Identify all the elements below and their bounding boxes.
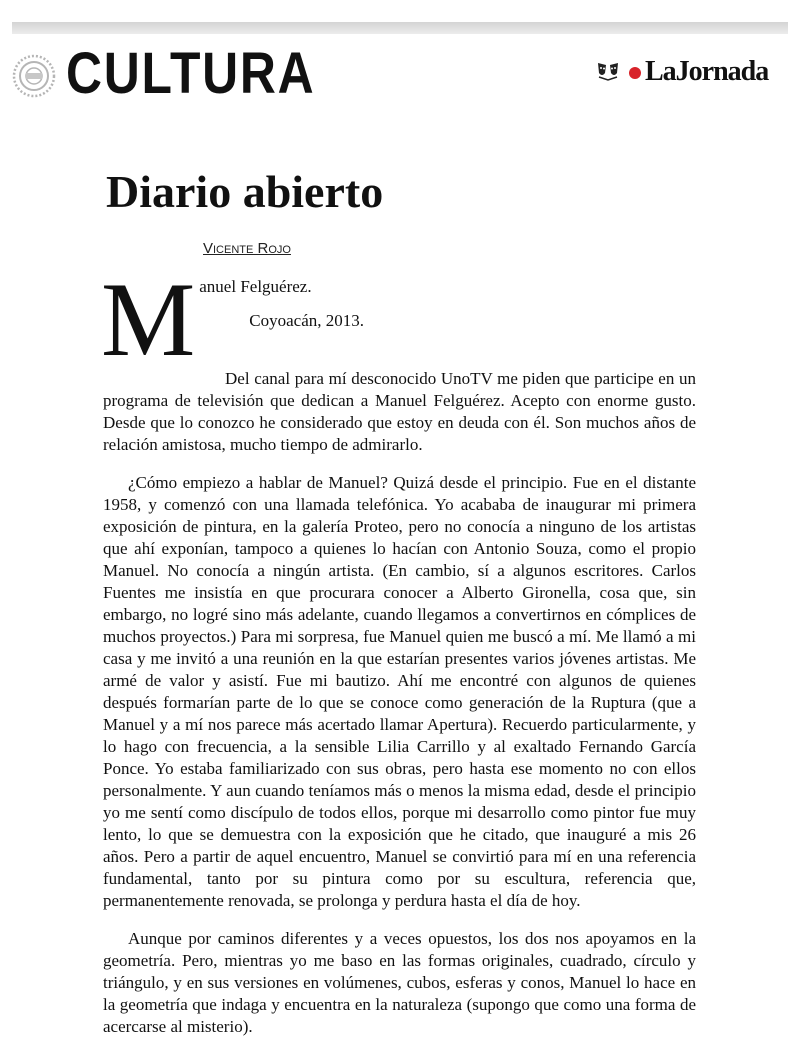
brand-accent-dot xyxy=(629,67,641,79)
article-body xyxy=(101,261,696,1038)
page-header xyxy=(0,36,800,116)
article-place-date: Coyoacán, 2013. xyxy=(249,311,364,330)
article-paragraph: Aunque por caminos diferentes y a veces opuestos, los dos nos apoyamos en la geometría. Pero, mientras yo me baso en las formas originales, cuadrado, círculo y triángulo, y en sus versiones en volúmenes, cubos, esferas y conos, Manuel lo hace en la geometría que indaga y encuentra en la naturaleza (supongo que como una forma de acercarse al misterio). xyxy=(103,929,696,1036)
top-bar xyxy=(12,22,788,34)
article-paragraph: ¿Cómo empiezo a hablar de Manuel? Quizá desde el principio. Fue en el distante 1958, y comenzó con una llamada telefónica. Yo acababa de inaugurar mi primera exposición de pintura, en la galería Proteo, pero no conocía a ninguno de los artistas que ahí exponían, tampoco a quienes lo hacían con Antonio Souza, como el propio Manuel. No conocía a ningún artista. (En cambio, sí a algunos escritores. Carlos Fuentes me insistía en que procurara conocer a Alberto Gironella, cosa que, sin embargo, no logré sino más adelante, cuando llegamos a convertirnos en cómplices de muchos proyectos.) Para mi sorpresa, fue Manuel quien me buscó a mí. Me llamó a mi casa y me invitó a una reunión en la que estarían presentes varios jóvenes artistas. Me armé de valor y asistí. Fue mi bautizo. Ahí me encontré con algunos de quienes después formarían parte de lo que se conoce como generación de la Ruptura (que a Manuel y a mí nos parece más acertado llamar Apertura). Recuerdo particularmente, y lo hago con frecuencia, a la sensible Lilia Carrillo y al exaltado Fernando García Ponce. Yo estaba familiarizado con sus obras, pero hasta ese momento no con ellos personalmente. Y aun cuando teníamos más o menos la misma edad, desde el principio yo me sentí como discípulo de todos ellos, porque mi desarrollo como pintor fue muy lento, lo que se demuestra con la exposición que he citado, que inauguré a mis 26 años. Pero a partir de aquel encuentro, Manuel se convirtió para mí en una referencia fundamental, tanto por su pintura como por su escultura, referencia que, permanentemente renovada, se prolonga y perdura hasta el día de hoy. xyxy=(103,473,696,910)
masks-icon xyxy=(596,60,620,82)
circular-seal-icon xyxy=(12,54,56,98)
article-paragraph: Del canal para mí desconocido UnoTV me piden que participe en un programa de televisión que dedican a Manuel Felguérez. Acepto con enorme gusto. Desde que lo conozco he considerado que estoy en deuda con él. Son muchos años de relación amistosa, mucho tiempo de admirarlo. xyxy=(103,369,696,454)
article-opening: anuel Felguérez. xyxy=(199,277,312,296)
drop-cap: M xyxy=(101,261,196,378)
article-title: Diario abierto xyxy=(106,166,384,217)
brand-name: LaJornada xyxy=(645,56,769,87)
section-title: CULTURA xyxy=(66,41,316,106)
article-author[interactable]: Vicente Rojo xyxy=(203,240,291,257)
brand-logo[interactable] xyxy=(596,54,784,90)
